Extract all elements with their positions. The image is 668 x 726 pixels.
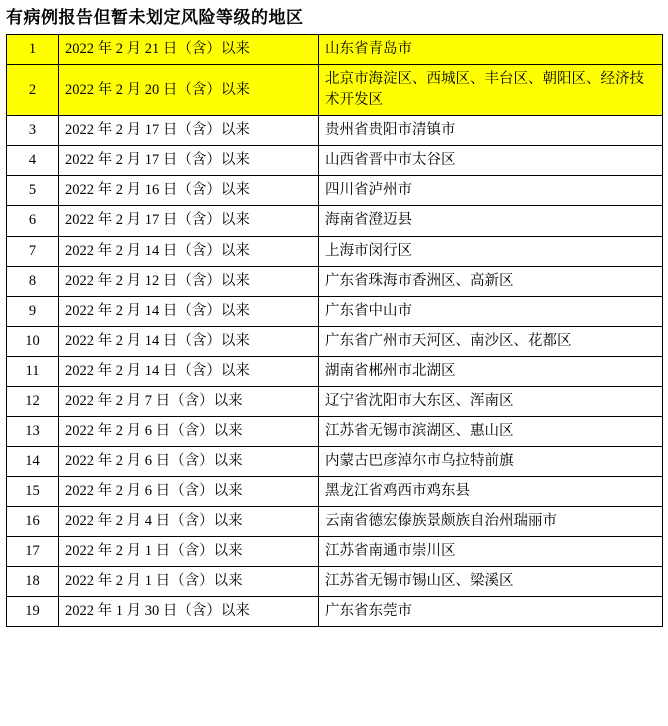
row-date: 2022 年 2 月 17 日（含）以来 — [59, 146, 319, 176]
row-area: 黑龙江省鸡西市鸡东县 — [319, 476, 663, 506]
row-date: 2022 年 2 月 17 日（含）以来 — [59, 116, 319, 146]
risk-area-table — [6, 34, 663, 626]
row-area: 山东省青岛市 — [319, 35, 663, 65]
row-area: 广东省珠海市香洲区、高新区 — [319, 266, 663, 296]
table-row — [7, 65, 663, 116]
row-area: 云南省德宏傣族景颇族自治州瑞丽市 — [319, 506, 663, 536]
table-row — [7, 536, 663, 566]
row-date: 2022 年 2 月 4 日（含）以来 — [59, 506, 319, 536]
row-area: 山西省晋中市太谷区 — [319, 146, 663, 176]
row-index: 11 — [7, 356, 59, 386]
row-date: 2022 年 2 月 12 日（含）以来 — [59, 266, 319, 296]
row-index: 10 — [7, 326, 59, 356]
table-row — [7, 116, 663, 146]
page-title: 有病例报告但暂未划定风险等级的地区 — [6, 8, 304, 27]
row-area: 湖南省郴州市北湖区 — [319, 356, 663, 386]
row-index: 12 — [7, 386, 59, 416]
table-row — [7, 416, 663, 446]
row-date: 2022 年 2 月 6 日（含）以来 — [59, 446, 319, 476]
table-row — [7, 206, 663, 236]
table-row — [7, 176, 663, 206]
table-row — [7, 476, 663, 506]
row-date: 2022 年 2 月 6 日（含）以来 — [59, 416, 319, 446]
row-index: 9 — [7, 296, 59, 326]
table-row — [7, 266, 663, 296]
row-date: 2022 年 2 月 1 日（含）以来 — [59, 566, 319, 596]
row-index: 15 — [7, 476, 59, 506]
row-index: 7 — [7, 236, 59, 266]
row-date: 2022 年 2 月 17 日（含）以来 — [59, 206, 319, 236]
row-index: 2 — [7, 65, 59, 116]
row-area: 海南省澄迈县 — [319, 206, 663, 236]
row-index: 19 — [7, 596, 59, 626]
row-area: 广东省广州市天河区、南沙区、花都区 — [319, 326, 663, 356]
row-area: 广东省中山市 — [319, 296, 663, 326]
table-row — [7, 356, 663, 386]
row-date: 2022 年 1 月 30 日（含）以来 — [59, 596, 319, 626]
row-date: 2022 年 2 月 1 日（含）以来 — [59, 536, 319, 566]
row-area: 江苏省无锡市滨湖区、惠山区 — [319, 416, 663, 446]
row-date: 2022 年 2 月 21 日（含）以来 — [59, 35, 319, 65]
row-area: 上海市闵行区 — [319, 236, 663, 266]
row-index: 6 — [7, 206, 59, 236]
row-area: 江苏省无锡市锡山区、梁溪区 — [319, 566, 663, 596]
row-area: 江苏省南通市崇川区 — [319, 536, 663, 566]
row-date: 2022 年 2 月 14 日（含）以来 — [59, 326, 319, 356]
row-date: 2022 年 2 月 16 日（含）以来 — [59, 176, 319, 206]
row-date: 2022 年 2 月 7 日（含）以来 — [59, 386, 319, 416]
row-index: 3 — [7, 116, 59, 146]
row-index: 17 — [7, 536, 59, 566]
row-area: 广东省东莞市 — [319, 596, 663, 626]
table-row — [7, 296, 663, 326]
row-area: 贵州省贵阳市清镇市 — [319, 116, 663, 146]
row-index: 4 — [7, 146, 59, 176]
row-date: 2022 年 2 月 6 日（含）以来 — [59, 476, 319, 506]
row-index: 16 — [7, 506, 59, 536]
row-index: 13 — [7, 416, 59, 446]
row-area: 四川省泸州市 — [319, 176, 663, 206]
table-row — [7, 236, 663, 266]
table-row — [7, 446, 663, 476]
table-row — [7, 146, 663, 176]
row-date: 2022 年 2 月 14 日（含）以来 — [59, 356, 319, 386]
table-row — [7, 566, 663, 596]
row-index: 14 — [7, 446, 59, 476]
table-row — [7, 386, 663, 416]
table-body — [7, 35, 663, 626]
row-index: 18 — [7, 566, 59, 596]
row-area: 内蒙古巴彦淖尔市乌拉特前旗 — [319, 446, 663, 476]
row-area: 辽宁省沈阳市大东区、浑南区 — [319, 386, 663, 416]
table-row — [7, 35, 663, 65]
row-area: 北京市海淀区、西城区、丰台区、朝阳区、经济技术开发区 — [319, 65, 663, 116]
row-date: 2022 年 2 月 14 日（含）以来 — [59, 236, 319, 266]
table-row — [7, 506, 663, 536]
row-index: 5 — [7, 176, 59, 206]
table-row — [7, 326, 663, 356]
row-index: 8 — [7, 266, 59, 296]
row-date: 2022 年 2 月 20 日（含）以来 — [59, 65, 319, 116]
row-index: 1 — [7, 35, 59, 65]
table-row — [7, 596, 663, 626]
row-date: 2022 年 2 月 14 日（含）以来 — [59, 296, 319, 326]
